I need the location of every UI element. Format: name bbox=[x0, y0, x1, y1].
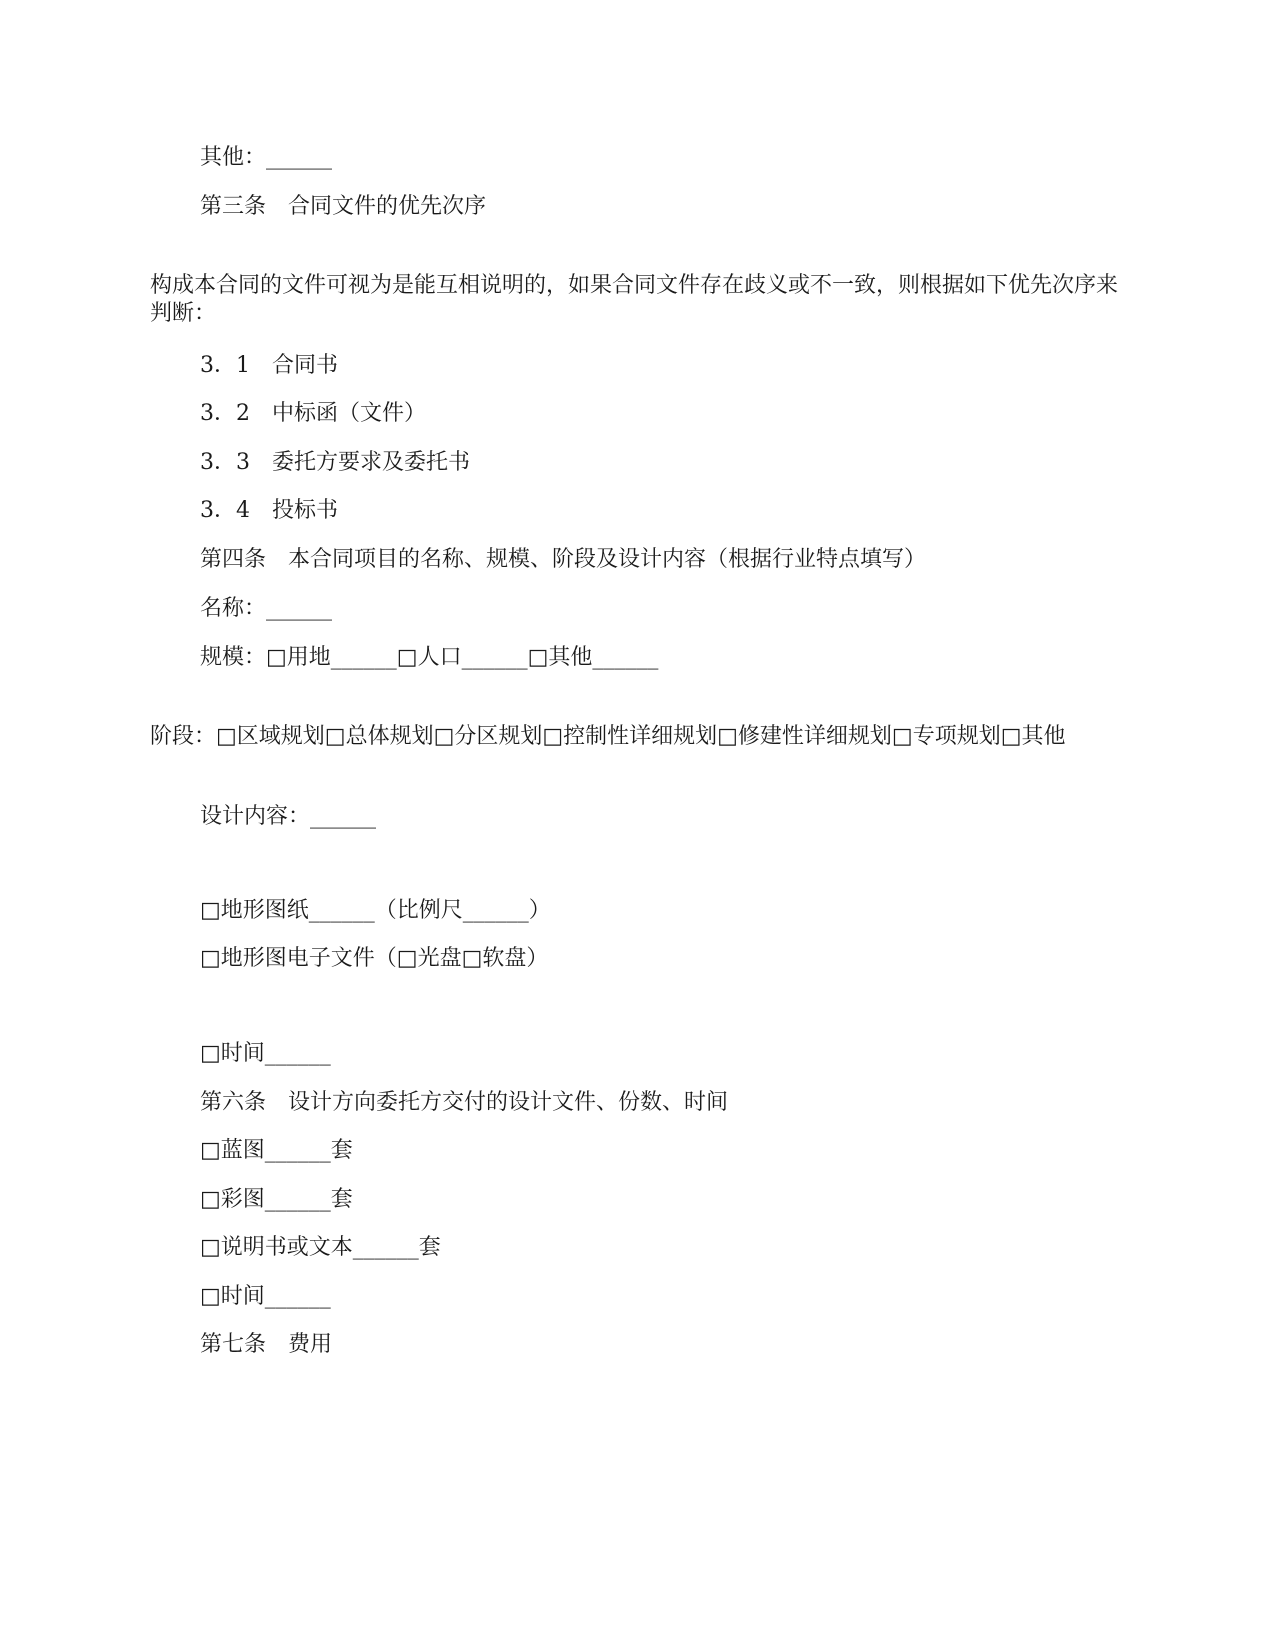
scale-field: 规模：□用地______□人口______□其他______ bbox=[200, 645, 659, 670]
clause-3-3: 3．3 委托方要求及委托书 bbox=[200, 450, 470, 475]
name-field: 名称：______ bbox=[200, 596, 333, 621]
design-content-field: 设计内容：______ bbox=[200, 804, 377, 829]
manual-item: □说明书或文本______套 bbox=[200, 1235, 441, 1260]
blueprint-item: □蓝图______套 bbox=[200, 1138, 353, 1163]
color-drawing-item: □彩图______套 bbox=[200, 1187, 353, 1212]
article-6-heading: 第六条 设计方向委托方交付的设计文件、份数、时间 bbox=[200, 1090, 729, 1115]
topographic-drawing-item: □地形图纸______（比例尺______） bbox=[200, 898, 551, 923]
article-4-heading: 第四条 本合同项目的名称、规模、阶段及设计内容（根据行业特点填写） bbox=[200, 547, 927, 572]
article-3-paragraph: 构成本合同的文件可视为是能互相说明的，如果合同文件存在歧义或不一致，则根据如下优先次序来判断： bbox=[150, 273, 1119, 326]
article-3-heading: 第三条 合同文件的优先次序 bbox=[200, 194, 487, 219]
stage-field: 阶段：□区域规划□总体规划□分区规划□控制性详细规划□修建性详细规划□专项规划□其他 bbox=[150, 724, 1066, 749]
time-item-1: □时间______ bbox=[200, 1041, 331, 1066]
time-item-2: □时间______ bbox=[200, 1284, 331, 1309]
topographic-electronic-file-item: □地形图电子文件（□光盘□软盘） bbox=[200, 946, 549, 971]
clause-3-2: 3．2 中标函（文件） bbox=[200, 401, 426, 426]
clause-3-1: 3．1 合同书 bbox=[200, 353, 338, 378]
clause-3-4: 3．4 投标书 bbox=[200, 498, 338, 523]
article-7-heading: 第七条 费用 bbox=[200, 1332, 333, 1357]
other-field: 其他：______ bbox=[200, 145, 333, 170]
